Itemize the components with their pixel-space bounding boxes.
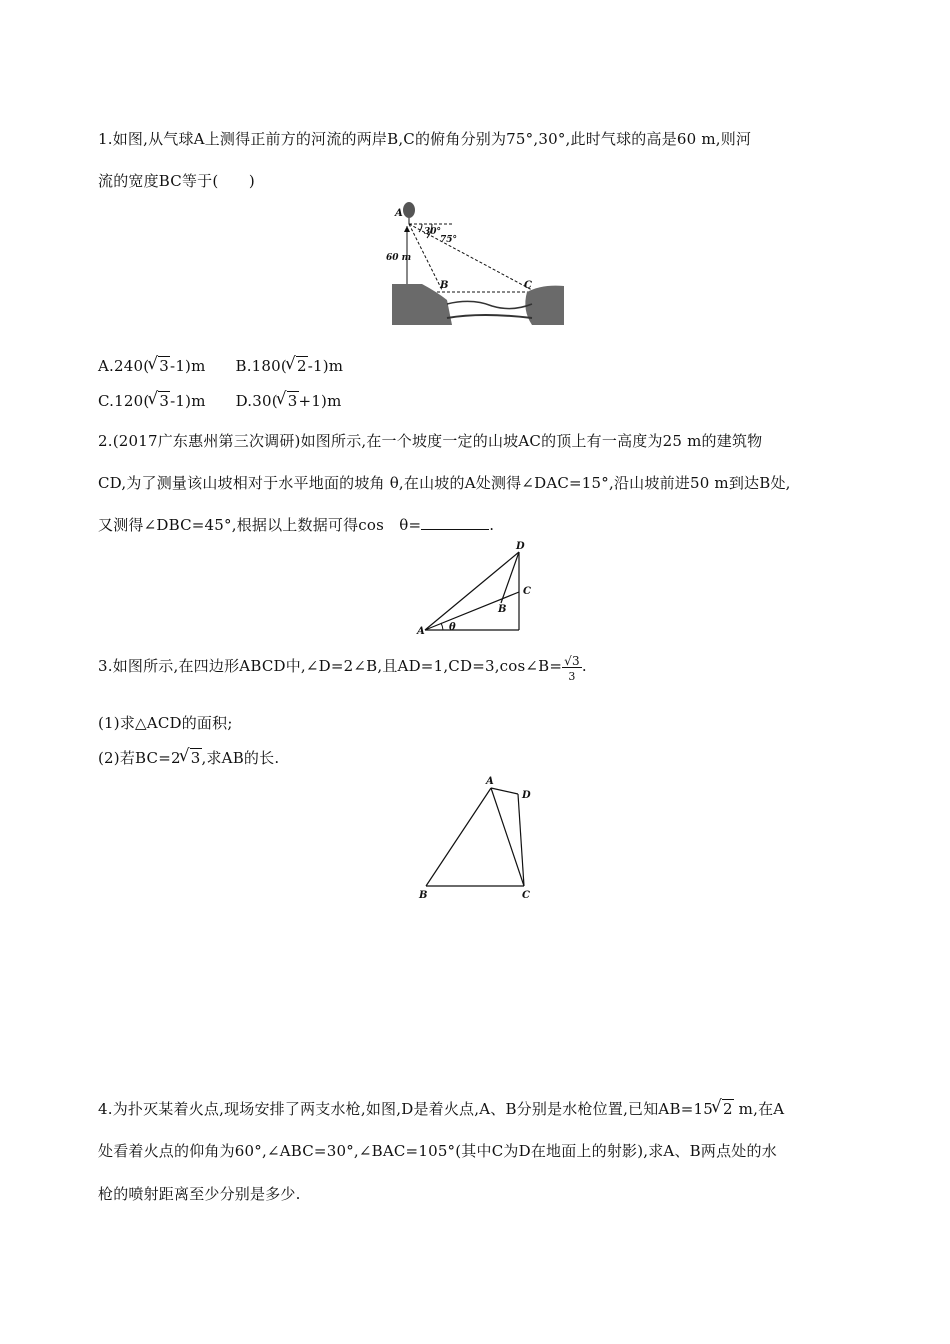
- label-height: 60 m: [386, 253, 412, 263]
- q1-options-row1: [98, 357, 343, 375]
- label-C: C: [523, 586, 531, 597]
- q1-options-row2: [98, 392, 342, 410]
- q1-line1: 1.如图,从气球A上测得正前方的河流的两岸B,C的俯角分别为75°,30°,此时气球的高是60 m,则河: [98, 130, 752, 148]
- label-theta: θ: [449, 622, 456, 633]
- q2-line3: 又测得∠DBC=45°,根据以上数据可得cos θ= .: [98, 516, 495, 534]
- label-C: C: [522, 890, 530, 901]
- label-B: B: [419, 890, 428, 901]
- q4-line2: 处看着火点的仰角为60°,∠ABC=30°,∠BAC=105°(其中C为D在地面上的射影),求A、B两点处的水: [98, 1142, 777, 1160]
- label-angle-30: 30°: [424, 227, 442, 237]
- label-C: C: [524, 280, 532, 291]
- q3-sub2: (2)若BC=2√ 3,求AB的长.: [98, 747, 279, 768]
- label-B: B: [498, 604, 507, 615]
- label-A: A: [486, 776, 494, 787]
- q3-line1: 3.如图所示,在四边形ABCD中,∠D=2∠B,且AD=1,CD=3,cos∠B= $\frac{√3}{3}$ .: [98, 654, 587, 683]
- q3-quadrilateral-figure: [414, 774, 538, 902]
- label-D: D: [522, 790, 531, 801]
- option-B[interactable]: B.180(√ 2-1)m: [235, 357, 343, 375]
- option-A[interactable]: A.240(√ 3-1)m: [98, 357, 206, 375]
- q4-line1: 4.为扑灭某着火点,现场安排了两支水枪,如图,D是着火点,A、B分别是水枪位置,已知AB=15√ 2 m,在A: [98, 1098, 784, 1119]
- q2-slope-figure: [415, 540, 537, 636]
- answer-blank[interactable]: [421, 515, 489, 530]
- label-D: D: [516, 541, 525, 552]
- q3-sub1: (1)求△ACD的面积;: [98, 714, 233, 732]
- q4-line3: 枪的喷射距离至少分别是多少.: [98, 1185, 301, 1203]
- q1-balloon-figure: [386, 200, 564, 330]
- label-A: A: [395, 208, 403, 219]
- q2-line2: CD,为了测量该山坡相对于水平地面的坡角 θ,在山坡的A处测得∠DAC=15°,沿山坡前进50 m到达B处,: [98, 474, 791, 492]
- label-B: B: [440, 280, 449, 291]
- q2-line1: 2.(2017广东惠州第三次调研)如图所示,在一个坡度一定的山坡AC的顶上有一高度为25 m的建筑物: [98, 432, 763, 450]
- option-D[interactable]: D.30(√ 3+1)m: [236, 392, 342, 410]
- balloon-icon: [403, 202, 415, 218]
- q1-line2: 流的宽度BC等于( ): [98, 172, 255, 190]
- label-angle-75: 75°: [440, 235, 458, 245]
- option-C[interactable]: C.120(√ 3-1)m: [98, 392, 206, 410]
- label-A: A: [417, 626, 425, 637]
- cos-b-fraction: $\frac{√3}{3}$: [564, 654, 580, 683]
